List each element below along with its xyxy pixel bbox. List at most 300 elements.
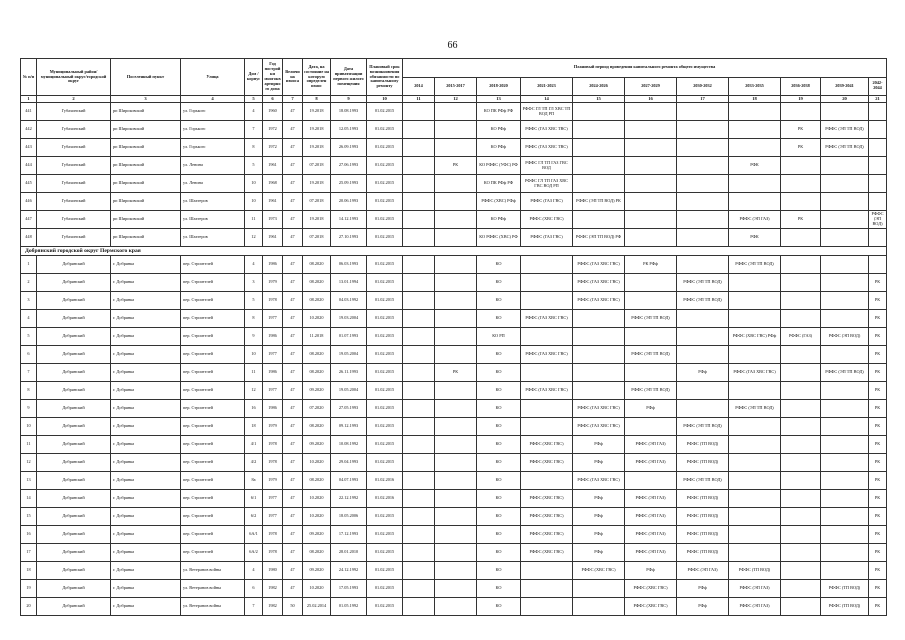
row-period-cell: РФФС (ЭП ГАЗ) <box>729 580 781 598</box>
row-street: пер. Строителей <box>181 418 245 436</box>
row-period-cell <box>821 526 869 544</box>
row-period-cell <box>403 490 435 508</box>
row-period-cell <box>729 508 781 526</box>
row-period-cell <box>781 175 821 193</box>
column-number: 1 <box>21 96 37 103</box>
column-number: 13 <box>477 96 521 103</box>
row-period-cell <box>573 103 625 121</box>
row-wear: 47 <box>283 418 303 436</box>
row-period-cell: КО <box>477 418 521 436</box>
row-survey-date: 19.2018 <box>303 175 331 193</box>
row-street: ул. Ветеранов войны <box>181 580 245 598</box>
row-period-cell: РФф <box>677 598 729 616</box>
row-privatization-date: 04.07.1993 <box>331 472 367 490</box>
row-privatization-date: 27.10.1993 <box>331 229 367 247</box>
row-municipality: Добрянский <box>37 598 111 616</box>
row-period-cell <box>677 139 729 157</box>
row-street: ул. Ленина <box>181 157 245 175</box>
column-number: 12 <box>435 96 477 103</box>
column-number: 11 <box>403 96 435 103</box>
row-period-cell: РФФС (ГАЗ ХВС ГВС) <box>573 418 625 436</box>
row-period-cell: КО <box>477 508 521 526</box>
row-period-cell: РФф <box>625 562 677 580</box>
row-period-cell <box>781 382 821 400</box>
row-year: 1980 <box>263 562 283 580</box>
row-period-cell <box>729 121 781 139</box>
row-planned-term: 01.02.2015 <box>367 508 403 526</box>
row-period-cell <box>729 454 781 472</box>
table-row <box>21 544 887 562</box>
row-period-cell: РФФС (ГАЗ ХВС ГВС) <box>573 274 625 292</box>
row-planned-term: 01.02.2016 <box>367 472 403 490</box>
table-row <box>21 580 887 598</box>
row-period-cell <box>573 364 625 382</box>
row-index: 18 <box>21 562 37 580</box>
row-period-cell <box>403 211 435 229</box>
row-period-cell <box>781 418 821 436</box>
row-settlement: рп Широковский <box>111 229 181 247</box>
row-period-cell <box>781 400 821 418</box>
row-period-cell: РФФС (ЭП ТП ВОД) <box>821 364 869 382</box>
section-title: Добрянский городской округ Пермского края <box>21 247 887 256</box>
table-row <box>21 157 887 175</box>
row-period-cell <box>403 544 435 562</box>
row-period-cell: РФК <box>729 229 781 247</box>
row-year: 1972 <box>263 121 283 139</box>
table-row <box>21 598 887 616</box>
row-period-cell <box>821 274 869 292</box>
row-planned-term: 01.02.2015 <box>367 544 403 562</box>
row-period-cell <box>821 418 869 436</box>
header-period: 2018-2020 <box>477 77 521 95</box>
row-period-cell: КО <box>477 400 521 418</box>
row-survey-date: 10.2020 <box>303 580 331 598</box>
table-row <box>21 418 887 436</box>
row-period-cell <box>677 400 729 418</box>
row-settlement: г. Добрянка <box>111 526 181 544</box>
row-survey-date: 07.2020 <box>303 400 331 418</box>
table-row <box>21 193 887 211</box>
row-wear: 47 <box>283 211 303 229</box>
row-period-cell <box>821 436 869 454</box>
row-period-cell <box>625 211 677 229</box>
row-survey-date: 09.2020 <box>303 436 331 454</box>
row-period-cell <box>781 436 821 454</box>
row-wear: 47 <box>283 436 303 454</box>
row-period-cell <box>729 526 781 544</box>
row-survey-date: 08.2020 <box>303 418 331 436</box>
column-number: 20 <box>821 96 869 103</box>
row-period-cell <box>403 256 435 274</box>
row-index: 446 <box>21 193 37 211</box>
row-planned-term: 01.02.2015 <box>367 328 403 346</box>
row-period-cell <box>821 382 869 400</box>
column-number: 18 <box>729 96 781 103</box>
row-settlement: г. Добрянка <box>111 256 181 274</box>
row-wear: 47 <box>283 157 303 175</box>
row-period-cell: РФФС (ЭП ГАЗ) <box>625 508 677 526</box>
row-period-cell: РФФС (ГАЗ ХВС ТВС) <box>521 139 573 157</box>
row-period-cell <box>435 310 477 328</box>
row-survey-date: 09.2020 <box>303 526 331 544</box>
row-survey-date: 07.2018 <box>303 193 331 211</box>
row-period-cell: КО РФФС (ХВС) РФ <box>477 229 521 247</box>
row-period-cell <box>677 211 729 229</box>
row-index: 3 <box>21 292 37 310</box>
row-period-cell <box>403 229 435 247</box>
row-period-cell: РК <box>869 472 887 490</box>
row-period-cell: РФФС (ЭП ТП ВОД) <box>625 346 677 364</box>
row-index: 442 <box>21 121 37 139</box>
row-street: пер. Строителей <box>181 292 245 310</box>
row-period-cell: РФФС (ГАЗ ХВС ГВС) <box>521 382 573 400</box>
column-number: 4 <box>181 96 245 103</box>
row-period-cell: РФФС (ТП ВОД) <box>677 526 729 544</box>
row-survey-date: 07.2018 <box>303 229 331 247</box>
row-period-cell <box>729 472 781 490</box>
row-period-cell: РФФС (ЭП ТП ВОД) <box>677 418 729 436</box>
row-year: 1978 <box>263 292 283 310</box>
row-period-cell: КО <box>477 562 521 580</box>
row-survey-date: 08.2020 <box>303 364 331 382</box>
row-period-cell: КО <box>477 310 521 328</box>
column-number: 6 <box>263 96 283 103</box>
row-wear: 47 <box>283 400 303 418</box>
row-period-cell <box>821 175 869 193</box>
row-period-cell <box>729 490 781 508</box>
row-privatization-date: 26.11.1993 <box>331 364 367 382</box>
row-index: 6 <box>21 346 37 364</box>
row-period-cell: РФФС (ТП ВОД) <box>821 598 869 616</box>
row-period-cell: КО <box>477 490 521 508</box>
column-number: 16 <box>625 96 677 103</box>
row-period-cell <box>781 364 821 382</box>
row-period-cell: РФФС (ЭП ГАЗ) <box>729 598 781 616</box>
section-row <box>21 247 887 256</box>
row-year: 1986 <box>263 364 283 382</box>
row-street: ул. Горького <box>181 139 245 157</box>
row-period-cell: КО <box>477 436 521 454</box>
row-year: 1977 <box>263 508 283 526</box>
row-period-cell: РК <box>869 310 887 328</box>
row-period-cell <box>403 598 435 616</box>
row-period-cell <box>403 562 435 580</box>
row-period-cell: РФФС (ХВС ГВС) <box>573 562 625 580</box>
row-period-cell <box>435 346 477 364</box>
row-house: 4 <box>245 562 263 580</box>
row-survey-date: 08.2020 <box>303 274 331 292</box>
header-period: 2042-2044 <box>869 77 887 95</box>
row-municipality: Добрянский <box>37 436 111 454</box>
row-period-cell: РФф <box>573 436 625 454</box>
row-period-cell: РК <box>869 544 887 562</box>
row-period-cell: РФФС ГЛ ТП ГАЗ ХВС ГВС ВОД РП <box>521 175 573 193</box>
row-period-cell <box>781 310 821 328</box>
row-period-cell: РФФС (ГАЗ) <box>781 328 821 346</box>
row-planned-term: 01.02.2015 <box>367 229 403 247</box>
row-survey-date: 08.2020 <box>303 256 331 274</box>
row-period-cell <box>435 256 477 274</box>
row-period-cell <box>435 328 477 346</box>
row-period-cell: РФФС (ЭП ГАЗ) <box>625 490 677 508</box>
row-privatization-date: 01.05.1992 <box>331 598 367 616</box>
row-index: 12 <box>21 454 37 472</box>
row-year: 1982 <box>263 580 283 598</box>
row-planned-term: 01.02.2015 <box>367 211 403 229</box>
table-row <box>21 121 887 139</box>
row-period-cell: КО <box>477 454 521 472</box>
row-period-cell <box>403 157 435 175</box>
row-period-cell <box>435 211 477 229</box>
row-wear: 47 <box>283 562 303 580</box>
row-municipality: Добрянский <box>37 580 111 598</box>
row-wear: 47 <box>283 544 303 562</box>
header-year: Год постройки многоквартирного дома <box>263 59 283 96</box>
row-period-cell <box>573 346 625 364</box>
row-street: пер. Строителей <box>181 508 245 526</box>
row-privatization-date: 18.08.1993 <box>331 103 367 121</box>
row-year: 1979 <box>263 418 283 436</box>
row-period-cell <box>729 274 781 292</box>
table-row <box>21 139 887 157</box>
row-privatization-date: 12.05.1993 <box>331 121 367 139</box>
row-planned-term: 01.02.2015 <box>367 193 403 211</box>
row-period-cell: РФф <box>573 454 625 472</box>
row-period-cell <box>403 400 435 418</box>
row-privatization-date: 19.03.2004 <box>331 310 367 328</box>
row-privatization-date: 19.05.2004 <box>331 346 367 364</box>
row-period-cell: РФФС (ХВС ГВС) РФф <box>729 328 781 346</box>
row-period-cell: РК <box>869 346 887 364</box>
row-house: 7 <box>245 598 263 616</box>
row-period-cell <box>821 472 869 490</box>
row-period-cell: РФФС (ХВС ГВС) <box>521 454 573 472</box>
row-house: 12 <box>245 229 263 247</box>
row-settlement: рп Широковский <box>111 139 181 157</box>
row-period-cell: РК <box>781 121 821 139</box>
row-period-cell <box>869 103 887 121</box>
header-street: Улица <box>181 59 245 96</box>
row-survey-date: 10.2020 <box>303 454 331 472</box>
row-house: 5 <box>245 292 263 310</box>
row-settlement: рп Широковский <box>111 175 181 193</box>
row-period-cell <box>821 310 869 328</box>
row-period-cell: РФФС (ЭП ГАЗ) <box>625 526 677 544</box>
row-period-cell: КО РФф <box>477 121 521 139</box>
row-period-cell: КО <box>477 526 521 544</box>
row-municipality: Добрянский <box>37 256 111 274</box>
row-period-cell: РК <box>869 598 887 616</box>
row-index: 448 <box>21 229 37 247</box>
row-wear: 47 <box>283 580 303 598</box>
row-house: 6/2 <box>245 508 263 526</box>
header-period: 2036-2038 <box>781 77 821 95</box>
row-index: 7 <box>21 364 37 382</box>
row-period-cell: РФФС (ЭП ГАЗ) <box>677 562 729 580</box>
row-wear: 50 <box>283 598 303 616</box>
row-period-cell: КО ПК РФф РФ <box>477 103 521 121</box>
row-period-cell: РФФС (ХВС ГВС) <box>521 490 573 508</box>
row-period-cell: РК <box>869 292 887 310</box>
row-settlement: рп Широковский <box>111 157 181 175</box>
row-period-cell <box>573 310 625 328</box>
row-planned-term: 01.02.2015 <box>367 256 403 274</box>
row-period-cell <box>435 580 477 598</box>
row-period-cell: РФФС (ХВС ГВС) <box>521 526 573 544</box>
row-period-cell <box>573 211 625 229</box>
row-municipality: Добрянский <box>37 562 111 580</box>
row-period-cell: КО РФф <box>477 139 521 157</box>
row-municipality: Добрянский <box>37 472 111 490</box>
row-survey-date: 07.2018 <box>303 157 331 175</box>
row-index: 16 <box>21 526 37 544</box>
row-year: 1978 <box>263 436 283 454</box>
row-period-cell: РФФС (ХВС ГВС) <box>521 436 573 454</box>
row-period-cell <box>729 544 781 562</box>
row-privatization-date: 04.03.1992 <box>331 292 367 310</box>
row-municipality: Добрянский <box>37 526 111 544</box>
header-period: 2039-2041 <box>821 77 869 95</box>
row-privatization-date: 09.12.1993 <box>331 418 367 436</box>
row-period-cell <box>625 274 677 292</box>
row-period-cell <box>821 562 869 580</box>
row-period-cell: РК <box>869 418 887 436</box>
row-privatization-date: 25.09.1993 <box>331 175 367 193</box>
row-period-cell <box>625 418 677 436</box>
row-period-cell <box>781 193 821 211</box>
row-year: 1961 <box>263 193 283 211</box>
row-period-cell <box>821 211 869 229</box>
row-survey-date: 08.2020 <box>303 544 331 562</box>
row-index: 5 <box>21 328 37 346</box>
row-privatization-date: 20.06.1993 <box>331 193 367 211</box>
row-year: 1977 <box>263 310 283 328</box>
row-street: ул. Горького <box>181 103 245 121</box>
row-house: 8 <box>245 310 263 328</box>
row-period-cell <box>435 526 477 544</box>
row-period-cell <box>521 598 573 616</box>
row-house: 6А/2 <box>245 544 263 562</box>
row-period-cell: РФФС ГЛ ТП ГАЗ ГВС ВОД <box>521 157 573 175</box>
row-wear: 47 <box>283 139 303 157</box>
row-wear: 47 <box>283 490 303 508</box>
row-street: пер. Строителей <box>181 274 245 292</box>
row-settlement: г. Добрянка <box>111 274 181 292</box>
row-period-cell <box>435 454 477 472</box>
row-year: 1979 <box>263 274 283 292</box>
row-period-cell: РФФС (ТП ВОД) <box>677 454 729 472</box>
row-house: 11 <box>245 364 263 382</box>
row-privatization-date: 27.06.1993 <box>331 157 367 175</box>
row-privatization-date: 26.09.1993 <box>331 139 367 157</box>
row-index: 8 <box>21 382 37 400</box>
table-row <box>21 508 887 526</box>
row-period-cell: РФФС (ХВС ГВС) <box>521 544 573 562</box>
row-period-cell <box>625 364 677 382</box>
row-period-cell <box>435 544 477 562</box>
row-planned-term: 01.02.2015 <box>367 598 403 616</box>
row-wear: 47 <box>283 508 303 526</box>
row-survey-date: 10.2020 <box>303 508 331 526</box>
row-period-cell: РФФС (ГАЗ ХВС ГВС) <box>573 292 625 310</box>
row-period-cell <box>403 274 435 292</box>
row-wear: 47 <box>283 292 303 310</box>
row-period-cell <box>625 292 677 310</box>
row-period-cell: РФф <box>573 544 625 562</box>
row-period-cell <box>821 229 869 247</box>
row-index: 9 <box>21 400 37 418</box>
header-period: 2024-2026 <box>573 77 625 95</box>
row-wear: 47 <box>283 121 303 139</box>
row-period-cell: РФФС (ХВС ГВС) <box>521 211 573 229</box>
column-number: 10 <box>367 96 403 103</box>
row-privatization-date: 13.01.1994 <box>331 274 367 292</box>
row-period-cell: КО РФФС (УФС) РФ <box>477 157 521 175</box>
row-period-cell: РК <box>869 490 887 508</box>
row-period-cell <box>403 346 435 364</box>
row-period-cell <box>677 175 729 193</box>
row-period-cell <box>521 472 573 490</box>
row-house: 16 <box>245 400 263 418</box>
row-municipality: Губахинский <box>37 175 111 193</box>
row-period-cell: КО <box>477 256 521 274</box>
row-period-cell: РФФС (ЭП ГАЗ) <box>729 211 781 229</box>
row-wear: 47 <box>283 193 303 211</box>
row-survey-date: 08.2020 <box>303 292 331 310</box>
row-privatization-date: 29.04.1993 <box>331 454 367 472</box>
row-settlement: г. Добрянка <box>111 598 181 616</box>
row-privatization-date: 17.05.1993 <box>331 580 367 598</box>
row-settlement: рп Широковский <box>111 121 181 139</box>
row-period-cell: РФф <box>573 490 625 508</box>
row-period-cell: РФФС (ЭП ТП ВОД) <box>821 121 869 139</box>
row-period-cell <box>403 436 435 454</box>
row-period-cell <box>869 139 887 157</box>
row-index: 14 <box>21 490 37 508</box>
row-period-cell <box>869 121 887 139</box>
header-settlement: Поселенный пункт <box>111 59 181 96</box>
row-period-cell <box>573 157 625 175</box>
row-municipality: Добрянский <box>37 454 111 472</box>
row-period-cell: РФФС (ЭП ТП ВОД) <box>729 256 781 274</box>
row-period-cell <box>781 229 821 247</box>
table-row <box>21 400 887 418</box>
row-planned-term: 01.02.2015 <box>367 382 403 400</box>
table-row <box>21 292 887 310</box>
row-period-cell: РФФС (ГАЗ ХВС ГВС) <box>521 310 573 328</box>
row-period-cell: РФФС (ТП ВОД) <box>677 508 729 526</box>
row-period-cell <box>869 229 887 247</box>
row-house: 9 <box>245 328 263 346</box>
row-period-cell <box>625 472 677 490</box>
row-privatization-date: 01.07.1993 <box>331 328 367 346</box>
row-year: 1961 <box>263 157 283 175</box>
row-period-cell <box>781 526 821 544</box>
row-period-cell <box>403 175 435 193</box>
row-privatization-date: 22.12.1992 <box>331 490 367 508</box>
row-period-cell <box>403 364 435 382</box>
row-period-cell <box>435 508 477 526</box>
row-period-cell <box>781 292 821 310</box>
row-period-cell <box>435 490 477 508</box>
row-index: 2 <box>21 274 37 292</box>
row-period-cell <box>403 580 435 598</box>
row-wear: 47 <box>283 526 303 544</box>
row-period-cell <box>403 103 435 121</box>
row-street: ул. Шахтеров <box>181 211 245 229</box>
row-period-cell: РФФС (ЭП ВОД) <box>869 211 887 229</box>
header-privatization-date: Дата приватизации первого жилого помещения <box>331 59 367 96</box>
